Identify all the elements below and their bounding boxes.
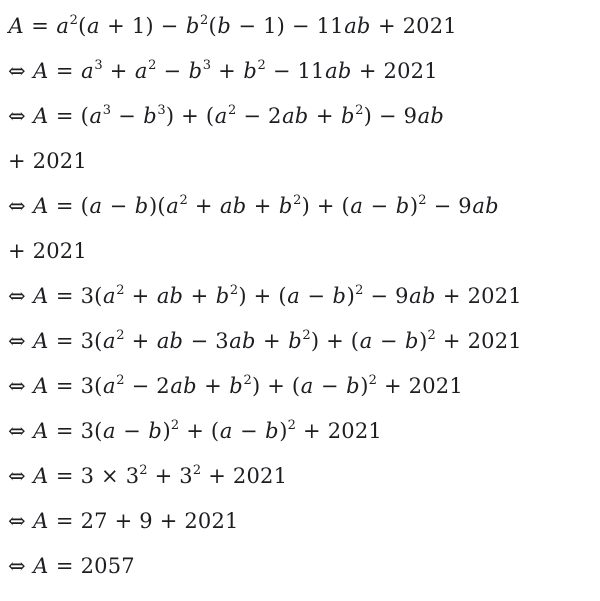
equation-line: ⇔ $A = 3 \times 3^2 + 3^2 + 2021$ [8, 462, 288, 488]
equation-line: ⇔ A = 27 + 9 + 2021 [8, 509, 239, 533]
equation-line: ⇔ A = 2057 [8, 554, 135, 578]
equation-line: ⇔ $A = a^3 + a^2 - b^3 + b^2 - 11ab + 2021$ [8, 57, 438, 83]
equation-line: ⇔ $A = (a - b)(a^2$ + ab + $b^2) + (a - b)^2 - 9ab$ [8, 192, 499, 218]
equation-line: ⇔ $A = (a^3 - b^3) + (a^2 - 2ab + b^2) - 9ab$ [8, 102, 445, 128]
equation-line: ⇔ $A = 3(a^2$ + ab + $b^2) + (a - b)^2 - 9ab + 2021$ [8, 282, 522, 308]
equation-line: ⇔ $A = 3(a^2 - 2ab + b^2) + (a - b)^2 + 2021$ [8, 372, 463, 398]
equation-line: + 2021 [8, 149, 87, 173]
equation-line: ⇔ $A = 3(a - b)^2 + (a - b)^2 + 2021$ [8, 417, 382, 443]
equation-line: + 2021 [8, 239, 87, 263]
equation-line: ⇔ $A = 3(a^2$ + ab − $3ab + b^2) + (a - b)^2 + 2021$ [8, 327, 522, 353]
equation-line: $A = a^2(a + 1) - b^2(b - 1) - 11ab + 2021$ [8, 12, 457, 38]
